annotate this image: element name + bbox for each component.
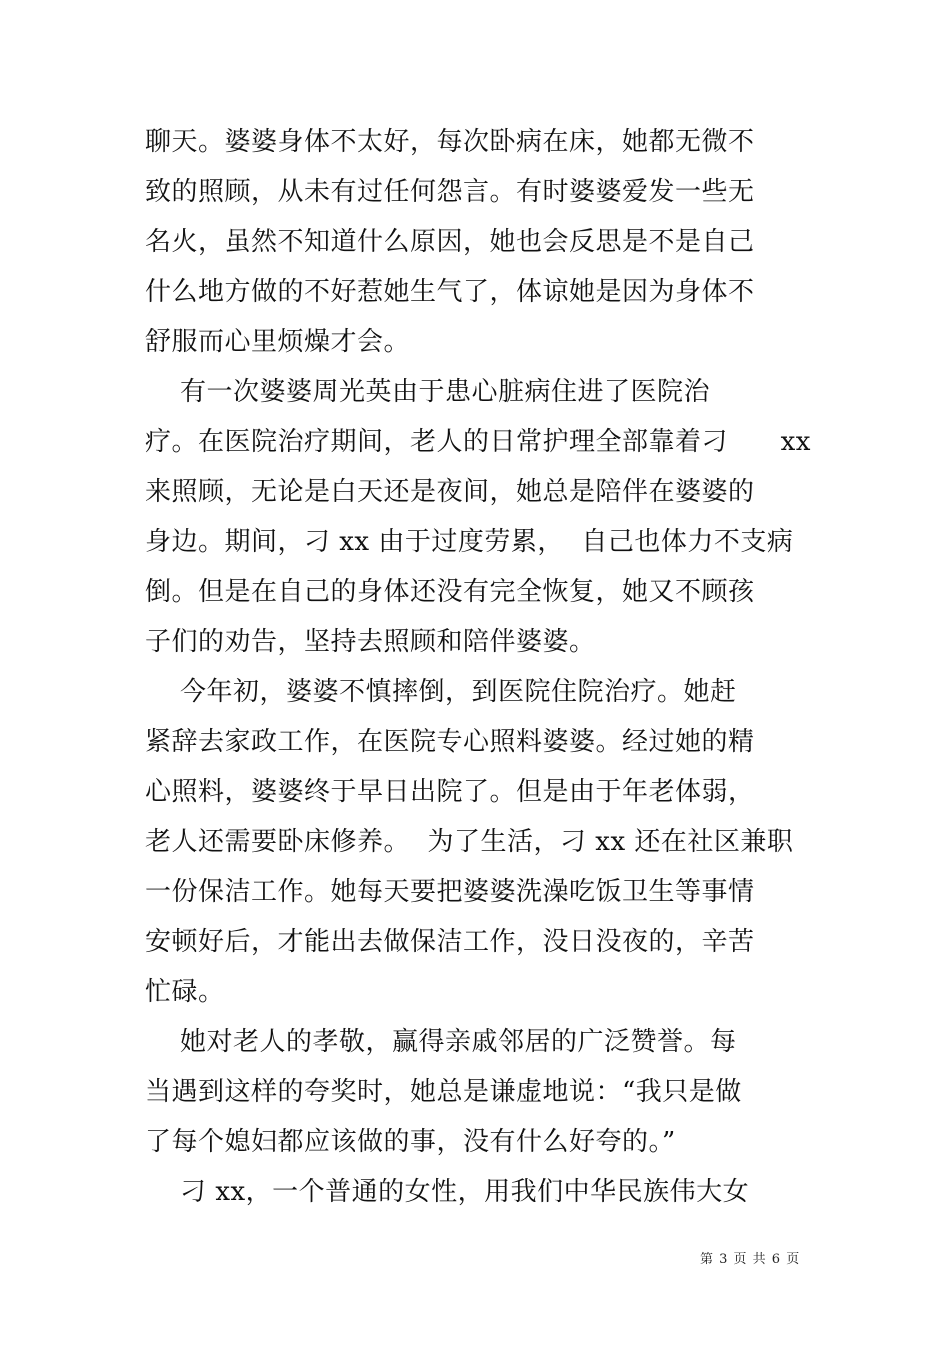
text-line: 名火，虽然不知道什么原因，她也会反思是不是自己 [145,227,755,257]
text-line: 致的照顾，从未有过任何怨言。有时婆婆爱发一些无 [145,177,755,207]
text-line: 老人还需要卧床修养。 为了生活，刁 xx 还在社区兼职 [145,827,794,857]
text-line: 子们的劝告，坚持去照顾和陪伴婆婆。 [145,627,596,657]
text-line: 身边。期间，刁 xx 由于过度劳累， 自己也体力不支病 [145,527,794,557]
text-line: 来照顾，无论是白天还是夜间，她总是陪伴在婆婆的 [145,477,755,507]
text-line: 紧辞去家政工作，在医院专心照料婆婆。经过她的精 [145,727,755,757]
text-line: 今年初，婆婆不慎摔倒，到医院住院治疗。她赶 [145,677,737,707]
text-line: 了每个媳妇都应该做的事，没有什么好夸的。” [145,1127,676,1157]
text-line: 刁 xx，一个普通的女性，用我们中华民族伟大女 [145,1177,750,1207]
text-line: 聊天。婆婆身体不太好，每次卧病在床，她都无微不 [145,127,755,157]
text-line: 什么地方做的不好惹她生气了，体谅她是因为身体不 [145,277,755,307]
text-line: 忙碌。 [145,977,225,1007]
text-line: 舒服而心里烦燥才会。 [145,327,411,357]
text-line: 有一次婆婆周光英由于患心脏病住进了医院治 [145,377,711,407]
text-line: 疗。在医院治疗期间，老人的日常护理全部靠着刁 xx [145,427,811,457]
text-line: 她对老人的孝敬，赢得亲戚邻居的广泛赞誉。每 [145,1027,737,1057]
text-line: 倒。但是在自己的身体还没有完全恢复，她又不顾孩 [145,577,755,607]
text-line: 心照料，婆婆终于早日出院了。但是由于年老体弱， [145,777,755,807]
text-line: 安顿好后，才能出去做保洁工作，没日没夜的，辛苦 [145,927,755,957]
page-number-footer: 第 3 页 共 6 页 [700,1252,801,1267]
text-line: 当遇到这样的夸奖时，她总是谦虚地说：“我只是做 [145,1077,742,1107]
text-line: 一份保洁工作。她每天要把婆婆洗澡吃饭卫生等事情 [145,877,755,907]
